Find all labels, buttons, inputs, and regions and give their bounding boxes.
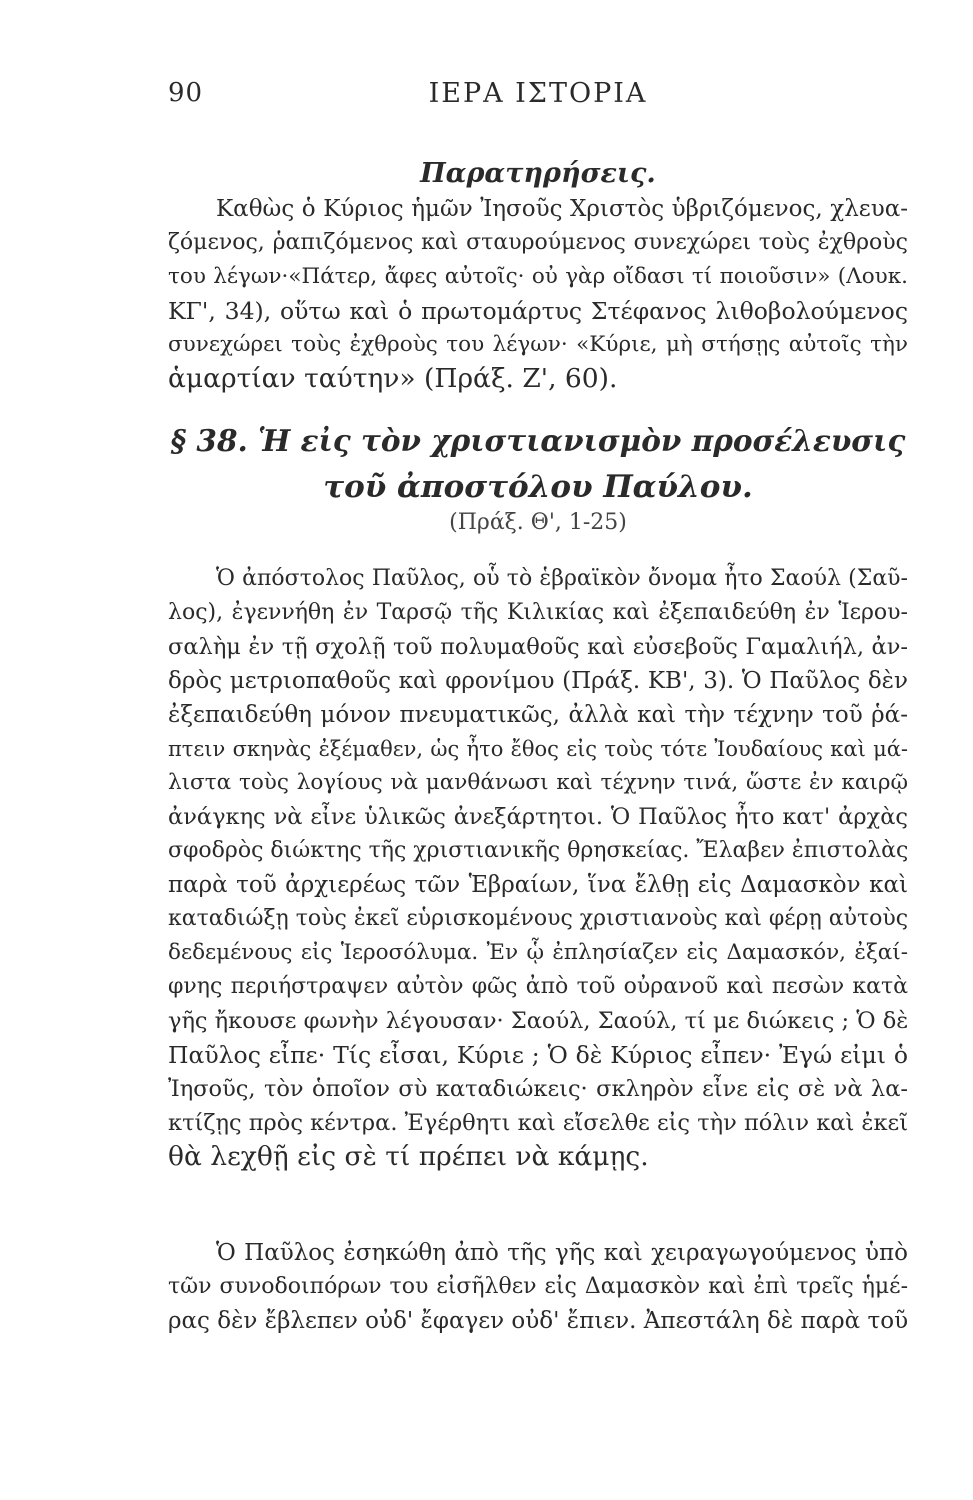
text-line: κτίζῃς πρὸς κέντρα. Ἐγέρθητι καὶ εἴσελθε εἰς τὴν πόλιν καὶ ἐκεῖ [168,1110,909,1136]
text-line: τῶν συνοδοιπόρων του εἰσῆλθεν εἰς Δαμασκὸν καὶ ἐπὶ τρεῖς ἡμέ- [168,1274,908,1299]
running-title: ΙΕΡΑ ΙΣΤΟΡΙΑ [428,78,648,109]
text-line: ΚΓ', 34), οὕτω καὶ ὁ πρωτομάρτυς Στέφανος λιθοβολούμενος [168,297,908,325]
text-line: ἀνάγκης νὰ εἶνε ὑλικῶς ἀνεξάρτητοι. Ὁ Παῦλος ἦτο κατ' ἀρχὰς [168,804,908,830]
section-heading [168,418,908,510]
text-line: ρας δὲν ἔβλεπεν οὐδ' ἔφαγεν οὐδ' ἔπιεν. Ἀπεστάλη δὲ παρὰ τοῦ [168,1308,909,1334]
text-line: συνεχώρει τοὺς ἐχθροὺς του λέγων· «Κύριε, μὴ στήσῃς αὐτοῖς τὴν [168,332,908,357]
page-number: 90 [168,78,204,108]
scripture-reference: (Πράξ. Θ', 1-25) [449,510,627,535]
observations-paragraph [168,192,908,396]
main-paragraph-2 [168,1236,908,1338]
page-header [168,78,908,114]
section-heading-line-2: τοῦ ἀποστόλου Παύλου. [323,469,753,505]
text-line: λιστα τοὺς λογίους νὰ μανθάνωσι καὶ τέχνην τινά, ὥστε ἐν καιρῷ [168,770,908,795]
text-line: Ἰησοῦς, τὸν ὁποῖον σὺ καταδιώκεις· σκληρὸν εἶνε εἰς σὲ νὰ λα- [168,1076,908,1102]
text-line: καταδιώξῃ τοὺς ἐκεῖ εὑρισκομένους χριστιανοὺς καὶ φέρῃ αὐτοὺς [168,906,909,931]
observations-heading: Παρατηρήσεις. [420,158,656,189]
text-line: του λέγων·«Πάτερ, ἄφες αὐτοῖς· οὐ γὰρ οἴδασι τί ποιοῦσιν» (Λουκ. [168,264,908,289]
text-line: ἐξεπαιδεύθη μόνον πνευματικῶς, ἀλλὰ καὶ τὴν τέχνην τοῦ ῥά- [168,702,908,728]
text-line: δεδεμένους εἰς Ἱεροσόλυμα. Ἐν ᾧ ἐπλησίαζεν εἰς Δαμασκόν, ἐξαί- [168,940,908,965]
text-line: Καθὼς ὁ Κύριος ἡμῶν Ἰησοῦς Χριστὸς ὑβριζόμενος, χλευα- [216,196,908,222]
text-line: ἁμαρτίαν ταύτην» (Πράξ. Ζ', 60). [168,363,618,394]
text-line: Ὁ ἀπόστολος Παῦλος, οὗ τὸ ἑβραϊκὸν ὄνομα ἦτο Σαούλ (Σαῦ- [216,566,908,591]
section-heading-line-1: § 38. Ἡ εἰς τὸν χριστιανισμὸν προσέλευσις [170,423,906,458]
text-line: Ὁ Παῦλος ἐσηκώθη ἀπὸ τῆς γῆς καὶ χειραγωγούμενος ὑπὸ [216,1240,908,1266]
text-line: σφοδρὸς διώκτης τῆς χριστιανικῆς θρησκείας. Ἔλαβεν ἐπιστολὰς [168,838,909,863]
text-line: Παῦλος εἶπε· Τίς εἶσαι, Κύριε ; Ὁ δὲ Κύριος εἶπεν· Ἐγώ εἰμι ὁ [168,1041,908,1069]
text-line: πτειν σκηνὰς ἐξέμαθεν, ὡς ἦτο ἔθος εἰς τοὺς τότε Ἰουδαίους καὶ μά- [168,737,908,761]
text-line: δρὸς μετριοπαθοῦς καὶ φρονίμου (Πράξ. ΚΒ', 3). Ὁ Παῦλος δὲν [168,668,908,694]
text-line: θὰ λεχθῇ εἰς σὲ τί πρέπει νὰ κάμῃς. [168,1141,649,1172]
main-paragraph-1 [168,562,908,1174]
text-line: σαλὴμ ἐν τῇ σχολῇ τοῦ πολυμαθοῦς καὶ εὐσεβοῦς Γαμαλιήλ, ἀν- [168,634,908,660]
text-line: φνης περιήστραψεν αὐτὸν φῶς ἀπὸ τοῦ οὐρανοῦ καὶ πεσὼν κατὰ [168,974,908,999]
text-line: παρὰ τοῦ ἀρχιερέως τῶν Ἑβραίων, ἵνα ἔλθῃ εἰς Δαμασκὸν καὶ [168,872,908,898]
text-line: ζόμενος, ῥαπιζόμενος καὶ σταυρούμενος συνεχώρει τοὺς ἐχθροὺς [168,230,908,255]
text-line: γῆς ἤκουσε φωνὴν λέγουσαν· Σαούλ, Σαούλ, τί με διώκεις ; Ὁ δὲ [168,1008,909,1034]
text-line: λος), ἐγεννήθη ἐν Ταρσῷ τῆς Κιλικίας καὶ ἐξεπαιδεύθη ἐν Ἱερου- [168,600,908,625]
